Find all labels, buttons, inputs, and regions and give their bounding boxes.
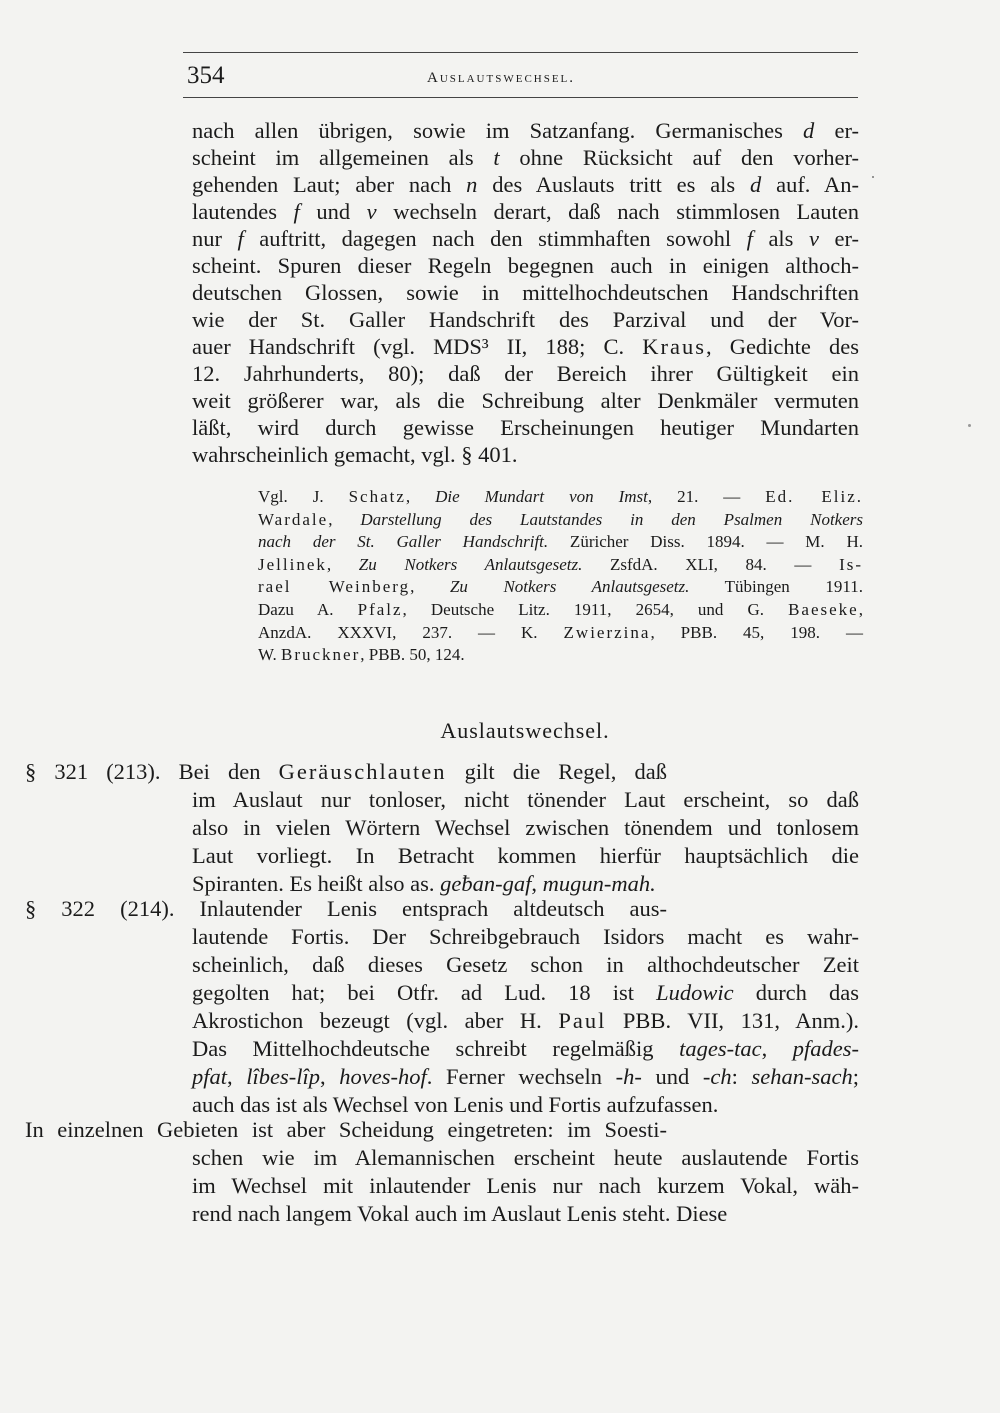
page-header xyxy=(187,62,857,96)
spaced-name: Wardale xyxy=(258,509,329,529)
text-line xyxy=(0,758,667,785)
italic-run: nach der St. Galler Handschrift. xyxy=(258,532,549,552)
text-line xyxy=(258,554,863,576)
text-run: 12. Jahrhunderts, 80); daß der Bereich ihrer Gültigkeit ein xyxy=(192,361,859,386)
text-run: als xyxy=(752,226,809,251)
text-line xyxy=(258,576,863,598)
text-run: läßt, wird durch gewisse Erscheinungen heutiger Mundarten xyxy=(192,415,859,440)
text-run: In einzelnen Gebieten ist aber Scheidung eingetreten: im Soesti- xyxy=(25,1117,667,1142)
page-number: 354 xyxy=(187,62,225,89)
text-run: § 321 (213). Bei den xyxy=(25,759,279,784)
spaced-name: rael Weinberg xyxy=(258,577,411,597)
italic-run: tages-tac xyxy=(679,1036,762,1061)
italic-run: t xyxy=(493,145,500,170)
text-run: im Wechsel mit inlautender Lenis nur nach kurzem Vokal, wäh- xyxy=(192,1173,859,1198)
italic-run: -h- xyxy=(615,1064,642,1089)
text-line xyxy=(192,360,859,387)
scan-speck xyxy=(968,424,971,427)
text-line xyxy=(258,509,863,531)
text-run: und xyxy=(641,1064,703,1089)
text-run: er- xyxy=(818,226,859,251)
text-run: lautende Fortis. Der Schreibgebrauch Isidors macht es wahr- xyxy=(192,924,859,949)
spaced-name: Bruckner xyxy=(281,645,361,665)
text-line xyxy=(258,599,863,621)
section-heading: Auslautswechsel. xyxy=(440,718,610,743)
text-line xyxy=(258,622,863,644)
text-run: , xyxy=(410,577,450,597)
text-run: , xyxy=(858,600,863,619)
text-run: , xyxy=(405,487,436,506)
text-line xyxy=(192,441,859,468)
italic-run: d xyxy=(750,172,762,197)
spaced-name: Jellinek xyxy=(258,554,327,574)
italic-run: Ludowic xyxy=(656,980,734,1005)
text-run: , Deutsche Litz. 1911, 2654, und G. xyxy=(402,600,789,619)
text-run: des Auslauts tritt es als xyxy=(477,172,751,197)
text-run: weit größerer war, als die Schreibung alter Denkmäler vermuten xyxy=(192,388,859,413)
text-run: Akrostichon bezeugt (vgl. aber H. xyxy=(192,1008,559,1033)
text-run: gegolten hat; bei Otfr. ad Lud. 18 ist xyxy=(192,980,657,1005)
spaced-name: Zwierzina xyxy=(563,622,651,642)
spaced-name: Ed. Eliz. xyxy=(765,487,864,506)
text-run: er- xyxy=(814,118,859,143)
italic-run: Die Mundart von Imst xyxy=(435,487,648,506)
spaced-name: Baeseke xyxy=(788,600,859,619)
text-run: , xyxy=(227,1064,247,1089)
text-line xyxy=(258,644,863,666)
italic-run: pfat xyxy=(192,1064,228,1089)
text-line xyxy=(192,144,859,171)
italic-run: f xyxy=(746,226,753,251)
text-line xyxy=(192,198,859,225)
text-run: Züricher Diss. 1894. — M. H. xyxy=(548,532,863,552)
italic-run: d xyxy=(803,118,815,143)
text-line xyxy=(0,1116,667,1143)
text-run: deutschen Glossen, sowie in mittelhochdeutschen Handschriften xyxy=(192,280,859,305)
text-line xyxy=(258,531,863,553)
text-run: auer Handschrift (vgl. MDS³ II, 188; C. xyxy=(192,334,643,359)
text-run: . Ferner wechseln xyxy=(426,1064,616,1089)
italic-run: Zu Notkers Anlautsgesetz. xyxy=(449,577,690,597)
spaced-name: Paul xyxy=(558,1008,607,1033)
text-run: rend nach langem Vokal auch im Auslaut Lenis steht. Diese xyxy=(192,1201,728,1226)
text-run: , xyxy=(328,509,361,529)
text-run: also in vielen Wörtern Wechsel zwischen tönendem und tonlosem xyxy=(192,815,859,840)
spaced-name: Kraus xyxy=(642,334,706,359)
text-run: , PBB. 45, 198. — xyxy=(650,622,863,642)
text-run: , 21. — xyxy=(647,487,766,506)
running-title: Auslautswechsel. xyxy=(427,70,576,86)
italic-run: geƀan-gaf xyxy=(440,871,532,896)
text-run: lautendes xyxy=(192,199,294,224)
italic-run: Zu Notkers Anlautsgesetz. xyxy=(358,554,583,574)
text-run: auch das ist als Wechsel von Lenis und Fortis aufzufassen. xyxy=(192,1092,719,1117)
text-line xyxy=(192,279,859,306)
text-line xyxy=(192,786,859,813)
italic-run: hoves-hof xyxy=(339,1064,427,1089)
italic-run: mugun-mah. xyxy=(542,871,656,896)
text-line xyxy=(192,387,859,414)
text-run: durch das xyxy=(733,980,859,1005)
text-run: AnzdA. XXXVI, 237. — K. xyxy=(258,622,564,642)
text-line xyxy=(0,895,667,922)
italic-run: f xyxy=(293,199,300,224)
text-line xyxy=(192,1172,859,1199)
text-run: PBB. VII, 131, Anm.). xyxy=(606,1008,860,1033)
spaced-name: Pfalz xyxy=(357,600,403,619)
text-run: ohne Rücksicht auf den vorher- xyxy=(499,145,859,170)
italic-run: lîbes-lîp xyxy=(246,1064,321,1089)
header-bottom-rule xyxy=(183,97,858,98)
text-line xyxy=(192,225,859,252)
text-run: , PBB. 50, 124. xyxy=(360,645,465,665)
italic-run: v xyxy=(366,199,377,224)
text-run: scheinlich, daß dieses Gesetz schon in althochdeutscher Zeit xyxy=(192,952,859,977)
italic-run: n xyxy=(466,172,478,197)
text-line xyxy=(192,171,859,198)
text-line xyxy=(258,486,863,508)
text-line xyxy=(192,870,859,897)
text-run: , xyxy=(761,1036,793,1061)
text-run: gehenden Laut; aber nach xyxy=(192,172,467,197)
text-line xyxy=(192,414,859,441)
text-run: nach allen übrigen, sowie im Satzanfang. Germanisches xyxy=(192,118,804,143)
text-run: Tübingen 1911. xyxy=(689,577,863,597)
text-line xyxy=(192,1007,859,1034)
text-run: ; xyxy=(852,1064,860,1089)
text-run: Dazu A. xyxy=(258,600,358,619)
italic-run: -ch xyxy=(702,1064,732,1089)
text-run: wechseln derart, daß nach stimmlosen Lauten xyxy=(376,199,860,224)
text-run: wie der St. Galler Handschrift des Parzival und der Vor- xyxy=(192,307,859,332)
text-run: ZsfdA. XLI, 84. — xyxy=(582,554,840,574)
text-run: Spiranten. Es heißt also as. xyxy=(192,871,441,896)
italic-run: sehan-sach xyxy=(751,1064,853,1089)
text-run: Vgl. J. xyxy=(258,487,349,506)
text-run: scheint. Spuren dieser Regeln begegnen auch in einigen althoch- xyxy=(192,253,859,278)
italic-run: pfades- xyxy=(792,1036,860,1061)
text-run: Laut vorliegt. In Betracht kommen hierfür hauptsächlich die xyxy=(192,843,859,868)
text-run: , Gedichte des xyxy=(705,334,859,359)
text-run: auftritt, dagegen nach den stimmhaften sowohl xyxy=(243,226,747,251)
text-run: gilt die Regel, daß xyxy=(446,759,667,784)
text-run: nur xyxy=(192,226,238,251)
text-run: und xyxy=(299,199,367,224)
text-run: Das Mittelhochdeutsche schreibt regelmäßig xyxy=(192,1036,680,1061)
text-line xyxy=(192,333,859,360)
text-line xyxy=(192,979,859,1006)
text-line xyxy=(192,1200,859,1227)
text-line xyxy=(192,951,859,978)
spaced-name: Geräuschlauten xyxy=(278,759,447,784)
text-run: wahrscheinlich gemacht, vgl. § 401. xyxy=(192,442,518,467)
text-line xyxy=(192,842,859,869)
scan-speck xyxy=(872,176,874,178)
text-run: auf. An- xyxy=(761,172,859,197)
text-run: im Auslaut nur tonloser, nicht tönender Laut erscheint, so daß xyxy=(192,787,859,812)
text-run: W. xyxy=(258,645,281,665)
text-run: : xyxy=(731,1064,752,1089)
italic-run: v xyxy=(808,226,819,251)
text-run: § 322 (214). Inlautender Lenis entsprach altdeutsch aus- xyxy=(25,896,667,921)
text-line xyxy=(192,923,859,950)
text-line xyxy=(192,1063,859,1090)
text-line xyxy=(192,814,859,841)
text-run: , xyxy=(326,554,359,574)
text-line xyxy=(192,117,859,144)
text-line xyxy=(192,252,859,279)
header-top-rule xyxy=(183,52,858,53)
text-line xyxy=(192,1091,859,1118)
text-line xyxy=(192,306,859,333)
text-line xyxy=(192,1035,859,1062)
italic-run: Darstellung des Lautstandes in den Psalmen Notkers xyxy=(360,509,864,529)
text-run: , xyxy=(531,871,543,896)
text-line xyxy=(192,1144,859,1171)
text-run: schen wie im Alemannischen erscheint heute auslautende Fortis xyxy=(192,1145,859,1170)
text-run: , xyxy=(320,1064,340,1089)
text-run: scheint im allgemeinen als xyxy=(192,145,494,170)
italic-run: f xyxy=(237,226,244,251)
spaced-name: Schatz xyxy=(348,487,406,506)
spaced-name: Is- xyxy=(839,554,864,574)
